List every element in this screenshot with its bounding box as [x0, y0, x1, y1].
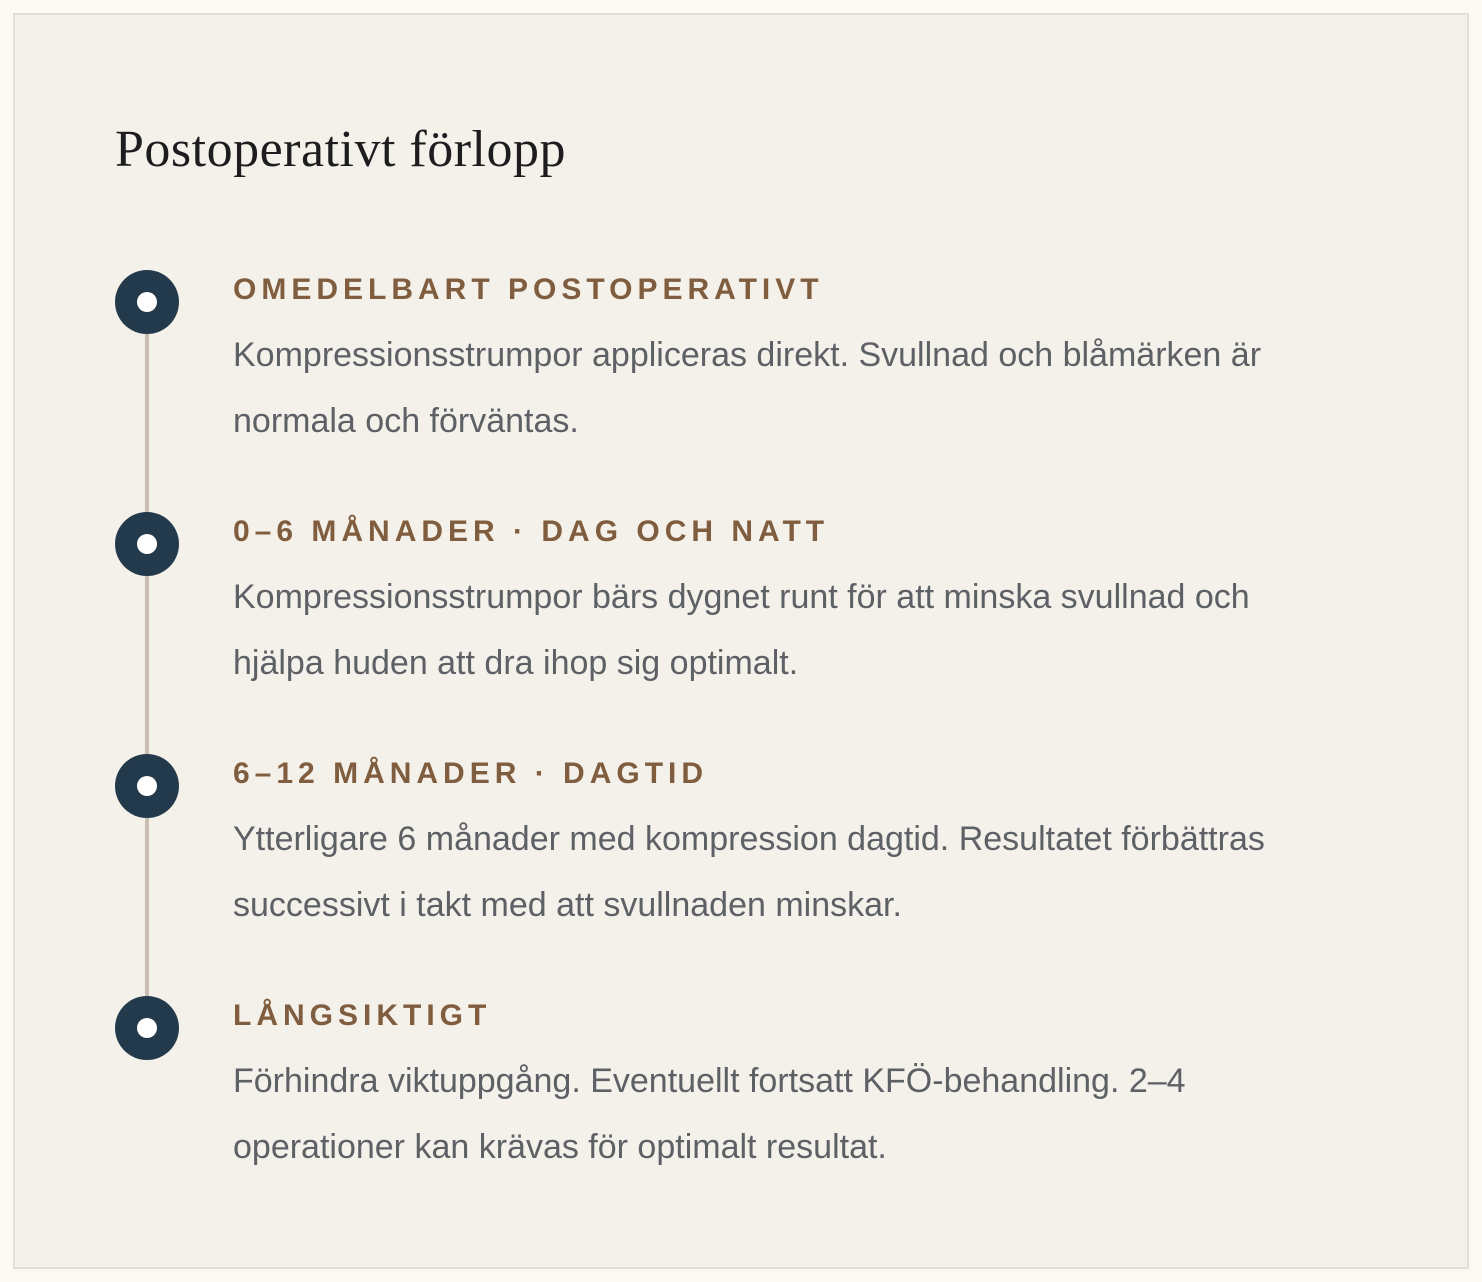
timeline-item-heading: 6–12 MÅNADER · DAGTID [233, 757, 709, 790]
timeline-item-content [233, 270, 1343, 454]
timeline-dot-icon [115, 512, 179, 576]
timeline-dot-inner-icon [137, 1018, 157, 1038]
timeline-item-body: Förhindra viktuppgång. Eventuellt fortsatt KFÖ-behandling. 2–4 operationer kan krävas för optimalt resultat. [233, 1062, 1186, 1166]
timeline-item [115, 996, 1367, 1180]
timeline-dot-icon [115, 996, 179, 1060]
timeline-dot-icon [115, 270, 179, 334]
timeline-item-body: Kompressionsstrumpor bärs dygnet runt för att minska svullnad och hjälpa huden att dra ihop sig optimalt. [233, 578, 1250, 682]
timeline-item-heading: LÅNGSIKTIGT [233, 999, 492, 1032]
timeline-dot-inner-icon [137, 534, 157, 554]
timeline-item-body: Kompressionsstrumpor appliceras direkt. Svullnad och blåmärken är normala och förväntas. [233, 336, 1262, 440]
timeline-item [115, 270, 1367, 454]
page-title: Postoperativt förlopp [115, 121, 567, 178]
content-card [13, 13, 1469, 1269]
timeline-dot-icon [115, 754, 179, 818]
timeline-item-content [233, 754, 1343, 938]
timeline-connector-line [145, 302, 149, 1028]
timeline-item [115, 512, 1367, 696]
timeline-item [115, 754, 1367, 938]
timeline-item-heading: OMEDELBART POSTOPERATIVT [233, 273, 824, 306]
timeline [115, 270, 1367, 1180]
timeline-item-content [233, 512, 1343, 696]
timeline-item-heading: 0–6 MÅNADER · DAG OCH NATT [233, 515, 830, 548]
timeline-item-content [233, 996, 1343, 1180]
timeline-dot-inner-icon [137, 776, 157, 796]
timeline-dot-inner-icon [137, 292, 157, 312]
timeline-item-body: Ytterligare 6 månader med kompression dagtid. Resultatet förbättras successivt i takt med att svullnaden minskar. [233, 820, 1265, 924]
